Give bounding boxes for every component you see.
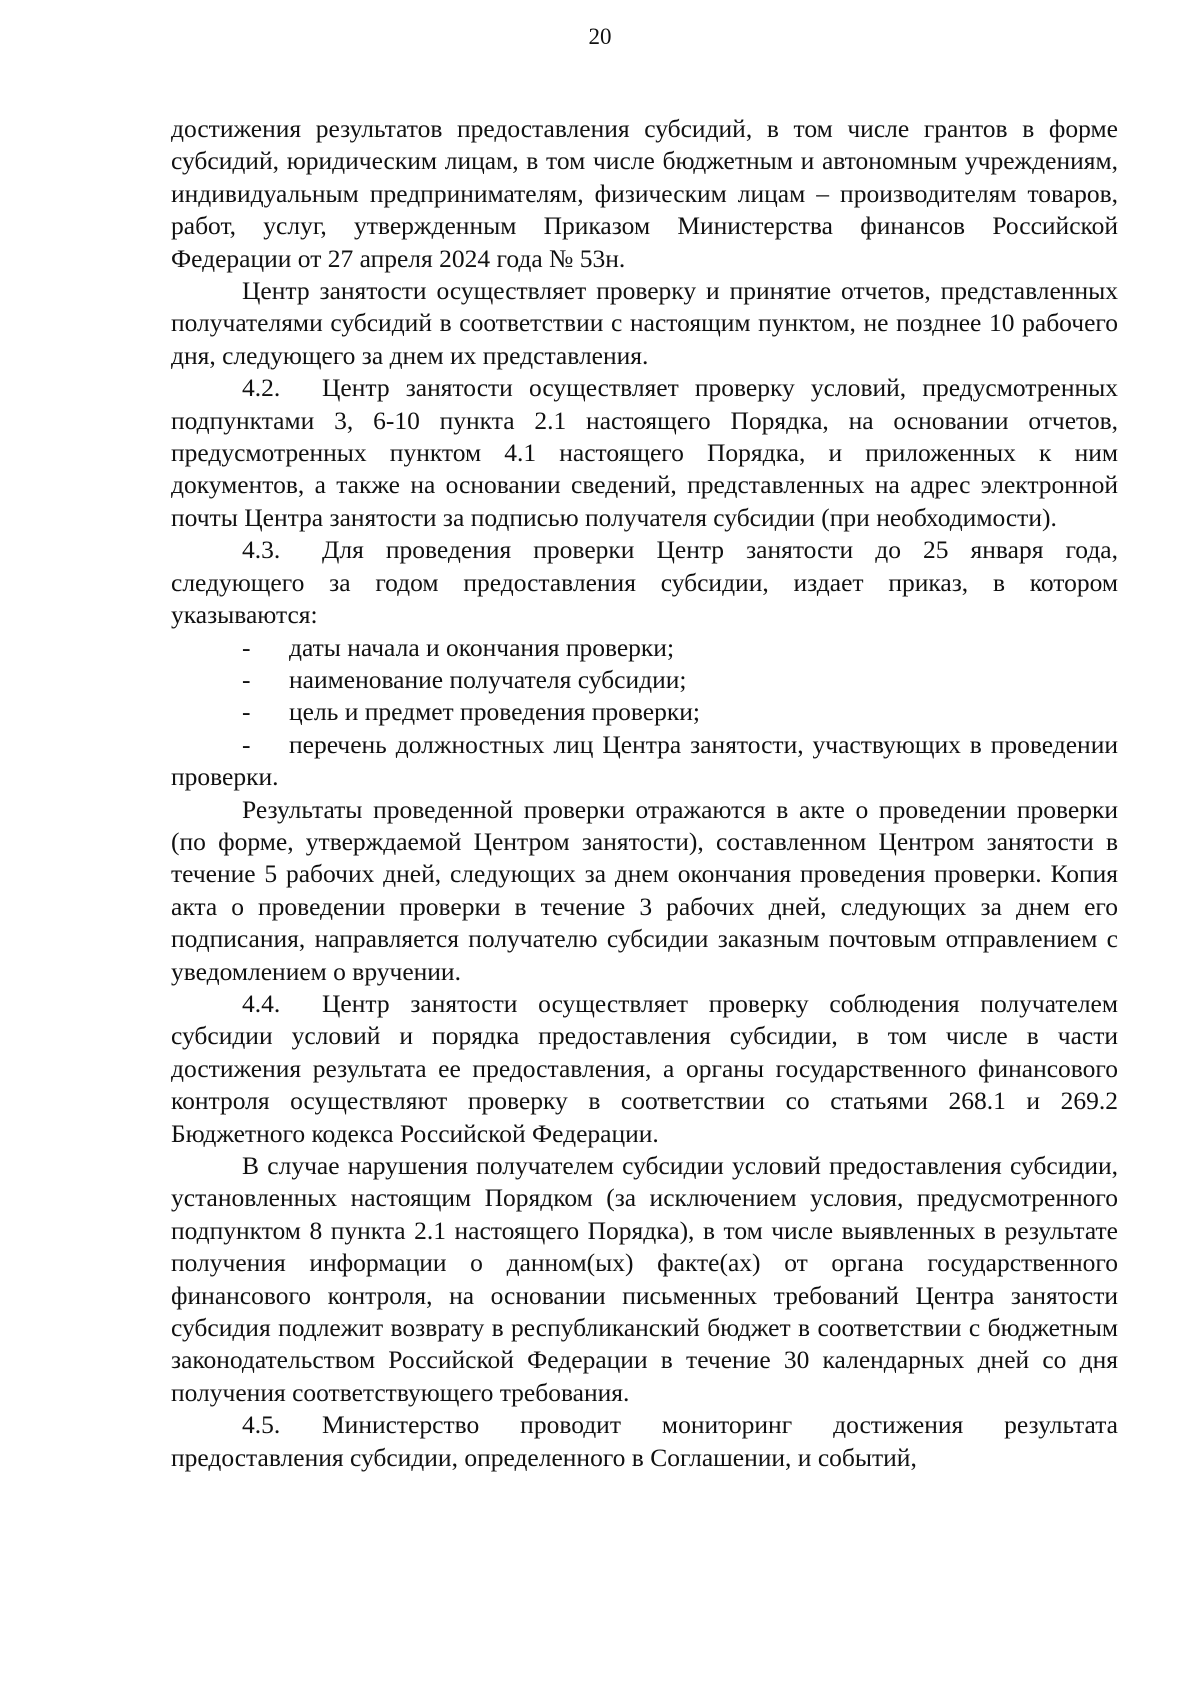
section-4-5 (171, 1409, 1118, 1474)
paragraph-report-check: Центр занятости осуществляет проверку и принятие отчетов, представленных получателями субсидий в соответствии с настоящим пунктом, не позднее 10 рабочего дня, следующего за днем их представления. (171, 276, 1118, 370)
dash-marker: - (242, 632, 251, 662)
section-text: Центр занятости осуществляет проверку соблюдения получателем субсидии условий и порядка предоставления субсидии, в том числе в части достижения результата ее предоставления, а органы государственного финансового контроля осуществляют проверку в соответствии со статьями 268.1 и 269.2 Бюджетного кодекса Российской Федерации. (171, 988, 1118, 1148)
list-item-text: наименование получателя субсидии; (289, 664, 687, 694)
list-item (171, 664, 1118, 696)
list-item (171, 696, 1118, 728)
section-text: Министерство проводит мониторинг достижения результата предоставления субсидии, определенного в Соглашении, и событий, (171, 1410, 1118, 1472)
section-4-2 (171, 372, 1118, 534)
list-item-text: даты начала и окончания проверки; (289, 632, 675, 662)
section-4-4 (171, 988, 1118, 1150)
section-text: Центр занятости осуществляет проверку условий, предусмотренных подпунктами 3, 6-10 пункта 2.1 настоящего Порядка, на основании отчетов, предусмотренных пунктом 4.1 настоящего Порядка, и приложенных к ним документов, а также на основании сведений, представленных на адрес электронной почты Центра занятости за подписью получателя субсидии (при необходимости). (171, 373, 1118, 532)
list-item-text: перечень должностных лиц Центра занятости, участвующих в проведении проверки. (171, 729, 1118, 792)
section-number: 4.3. (242, 535, 281, 565)
list-item-text: цель и предмет проведения проверки; (289, 697, 700, 727)
list-item (171, 729, 1118, 794)
paragraph-violation-refund: В случае нарушения получателем субсидии условий предоставления субсидии, установленных настоящим Порядком (за исключением условия, предусмотренного подпунктом 8 пункта 2.1 настоящего Порядка), в том числе выявленных в результате получения информации о данном(ых) факте(ах) от органа государственного финансового контроля, на основании письменных требований Центра занятости субсидия подлежит возврату в республиканский бюджет в соответствии с бюджетным законодательством Российской Федерации в течение 30 календарных дней со дня получения соответствующего требования. (171, 1151, 1118, 1407)
dash-marker: - (242, 729, 251, 759)
page-number: 20 (588, 24, 612, 49)
paragraph-continued: достижения результатов предоставления субсидий, в том числе грантов в форме субсидий, юридическим лицам, в том числе бюджетным и автономным учреждениям, индивидуальным предпринимателям, физическим лицам – производителям товаров, работ, услуг, утвержденным Приказом Министерства финансов Российской Федерации от 27 апреля 2024 года № 53н. (171, 114, 1118, 273)
dash-marker: - (242, 664, 251, 694)
paragraph-check-results: Результаты проведенной проверки отражаются в акте о проведении проверки (по форме, утверждаемой Центром занятости), составленном Центром занятости в течение 5 рабочих дней, следующих за днем окончания проведения проверки. Копия акта о проведении проверки в течение 3 рабочих дней, следующих за днем его подписания, направляется получателю субсидии заказным почтовым отправлением с уведомлением о вручении. (171, 794, 1118, 986)
order-contents-list (171, 632, 1118, 794)
section-number: 4.4. (242, 988, 281, 1018)
list-item (171, 632, 1118, 664)
dash-marker: - (242, 697, 251, 727)
section-4-3 (171, 534, 1118, 631)
section-number: 4.2. (242, 373, 281, 403)
document-body (171, 113, 1118, 1474)
section-text: Для проведения проверки Центр занятости до 25 января года, следующего за годом предоставления субсидии, издает приказ, в котором указываются: (171, 535, 1118, 630)
section-number: 4.5. (242, 1410, 281, 1440)
